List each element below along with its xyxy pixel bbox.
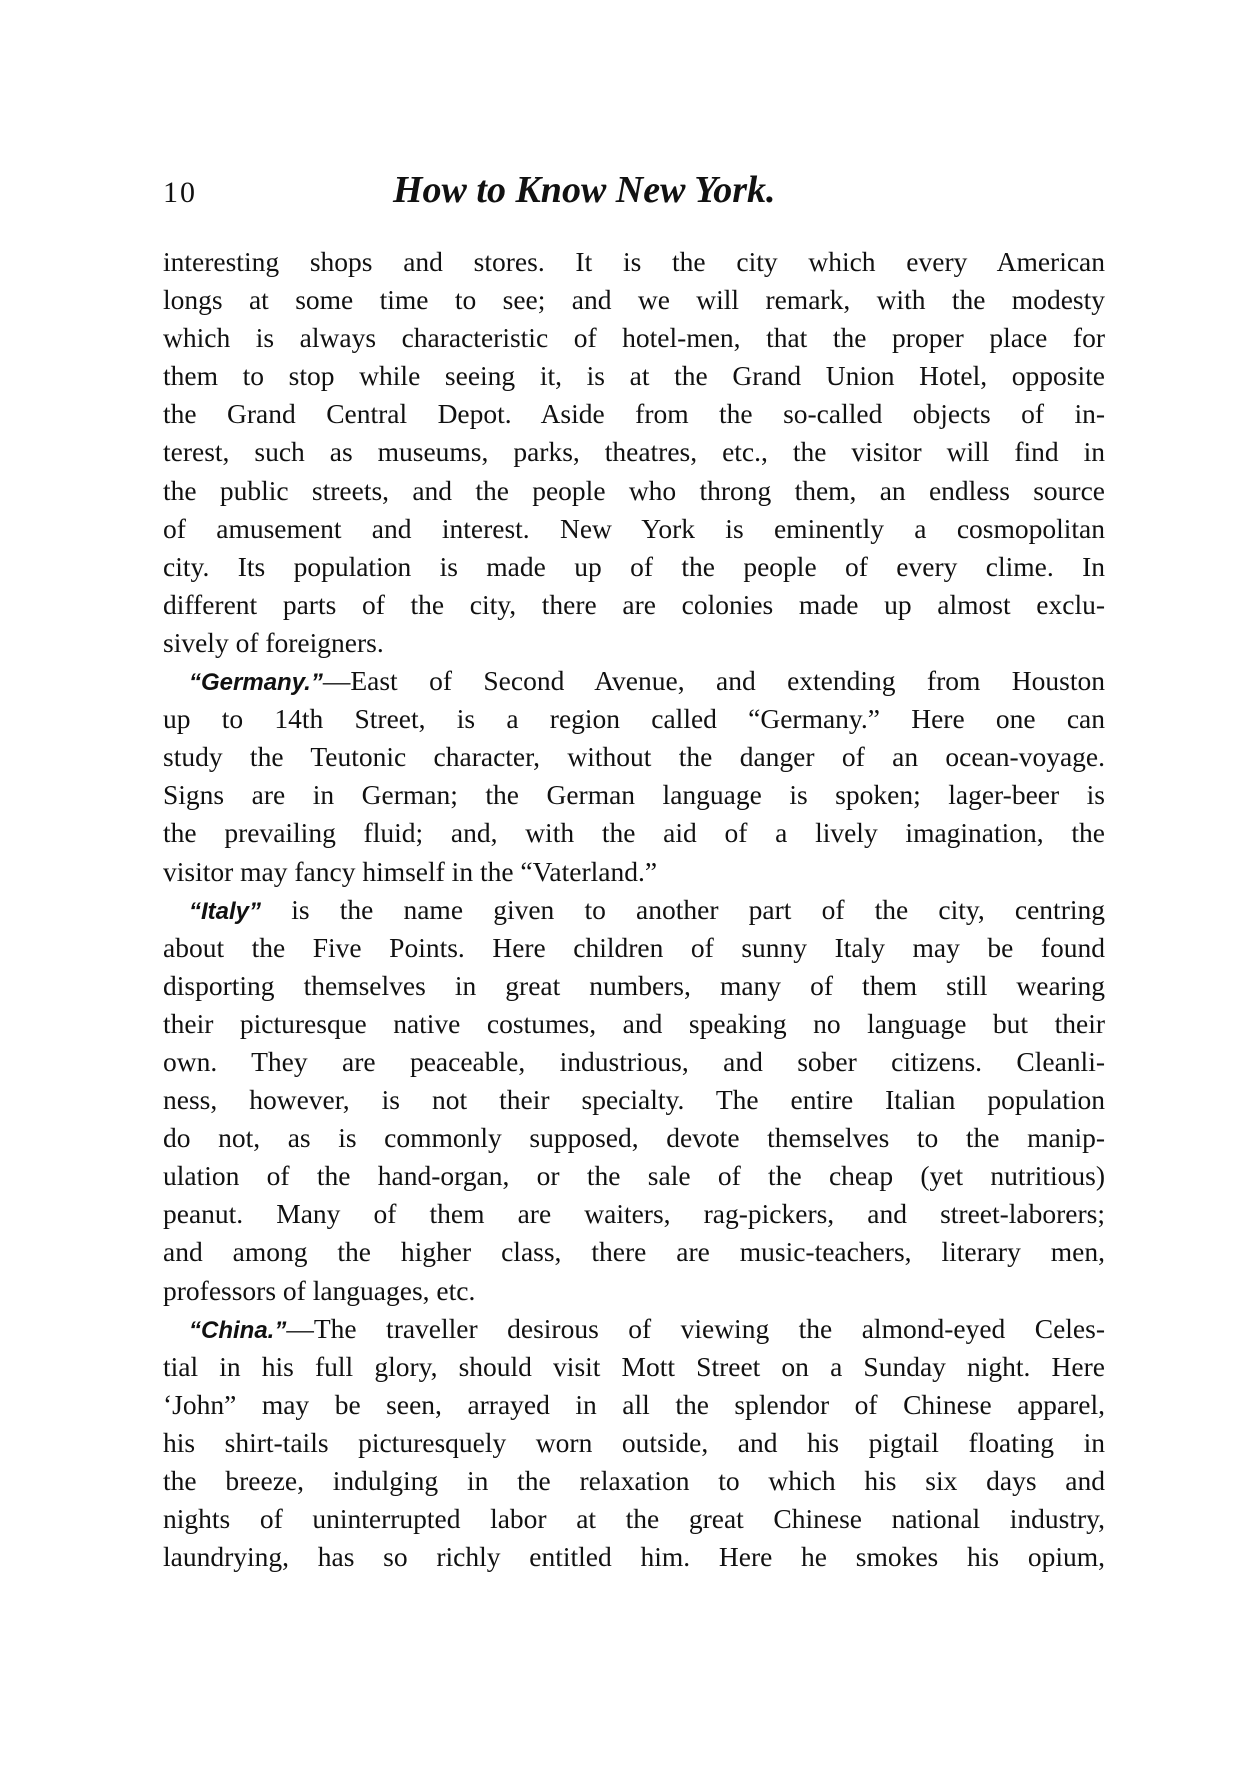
- text-run: is the name given to another part of the city, centring: [261, 893, 1105, 925]
- paragraph-first-line: [163, 1310, 1105, 1348]
- text-line: longs at some time to see; and we will remark, with the modesty: [163, 284, 1105, 316]
- text-run: —The traveller desirous of viewing the almond-eyed Celes-: [286, 1312, 1105, 1344]
- text-run: —East of Second Avenue, and extending from Houston: [322, 665, 1105, 697]
- text-line: which is always characteristic of hotel-men, that the proper place for: [163, 322, 1105, 354]
- section-heading-italy: “Italy”: [189, 897, 262, 925]
- text-line: up to 14th Street, is a region called “Germany.” Here one can: [163, 703, 1105, 735]
- text-line: different parts of the city, there are colonies made up almost exclu-: [163, 588, 1105, 620]
- text-line: professors of languages, etc.: [163, 1274, 476, 1306]
- text-line: study the Teutonic character, without the danger of an ocean-voyage.: [163, 741, 1105, 773]
- text-line: nights of uninterrupted labor at the great Chinese national industry,: [163, 1503, 1105, 1535]
- body-text: [163, 243, 1105, 1576]
- text-line: peanut. Many of them are waiters, rag-pickers, and street-laborers;: [163, 1198, 1105, 1230]
- text-line: of amusement and interest. New York is eminently a cosmopolitan: [163, 512, 1105, 544]
- paragraph-intro: [163, 243, 1105, 662]
- text-line: Signs are in German; the German language is spoken; lager-beer is: [163, 779, 1105, 811]
- text-line: ness, however, is not their specialty. The entire Italian population: [163, 1084, 1105, 1116]
- paragraph-first-line: [163, 662, 1105, 700]
- text-line: visitor may fancy himself in the “Vaterland.”: [163, 855, 658, 887]
- text-line: do not, as is commonly supposed, devote themselves to the manip-: [163, 1122, 1105, 1154]
- page-number: 10: [163, 176, 197, 209]
- text-line: sively of foreigners.: [163, 626, 384, 658]
- paragraph-germany: [163, 662, 1105, 891]
- text-line: ulation of the hand-organ, or the sale of the cheap (yet nutritious): [163, 1160, 1105, 1192]
- text-line: the public streets, and the people who throng them, an endless source: [163, 474, 1105, 506]
- text-line: laundrying, has so richly entitled him. Here he smokes his opium,: [163, 1541, 1105, 1573]
- text-line: interesting shops and stores. It is the city which every American: [163, 246, 1105, 277]
- text-line: the prevailing fluid; and, with the aid of a lively imagination, the: [163, 817, 1105, 849]
- text-line: ‘John” may be seen, arrayed in all the splendor of Chinese apparel,: [163, 1388, 1105, 1420]
- text-line: them to stop while seeing it, is at the Grand Union Hotel, opposite: [163, 360, 1105, 392]
- text-line: the breeze, indulging in the relaxation to which his six days and: [163, 1465, 1105, 1496]
- text-line: disporting themselves in great numbers, many of them still wearing: [163, 969, 1105, 1001]
- text-line: own. They are peaceable, industrious, and sober citizens. Cleanli-: [163, 1045, 1105, 1077]
- text-line: the Grand Central Depot. Aside from the so-called objects of in-: [163, 398, 1105, 430]
- text-line: and among the higher class, there are music-teachers, literary men,: [163, 1236, 1105, 1268]
- text-line: their picturesque native costumes, and speaking no language but their: [163, 1007, 1105, 1039]
- section-heading-china: “China.”: [189, 1316, 287, 1344]
- section-heading-germany: “Germany.”: [189, 669, 323, 697]
- running-title: How to Know New York.: [393, 169, 776, 211]
- text-line: tial in his full glory, should visit Mott Street on a Sunday night. Here: [163, 1350, 1105, 1382]
- text-line: his shirt-tails picturesquely worn outside, and his pigtail floating in: [163, 1426, 1105, 1458]
- paragraph-first-line: [163, 891, 1105, 929]
- text-line: city. Its population is made up of the people of every clime. In: [163, 550, 1105, 582]
- text-line: terest, such as museums, parks, theatres, etc., the visitor will find in: [163, 436, 1105, 468]
- text-line: about the Five Points. Here children of sunny Italy may be found: [163, 931, 1105, 963]
- page-header: [163, 168, 1103, 218]
- paragraph-china: [163, 1310, 1105, 1577]
- paragraph-italy: [163, 891, 1105, 1310]
